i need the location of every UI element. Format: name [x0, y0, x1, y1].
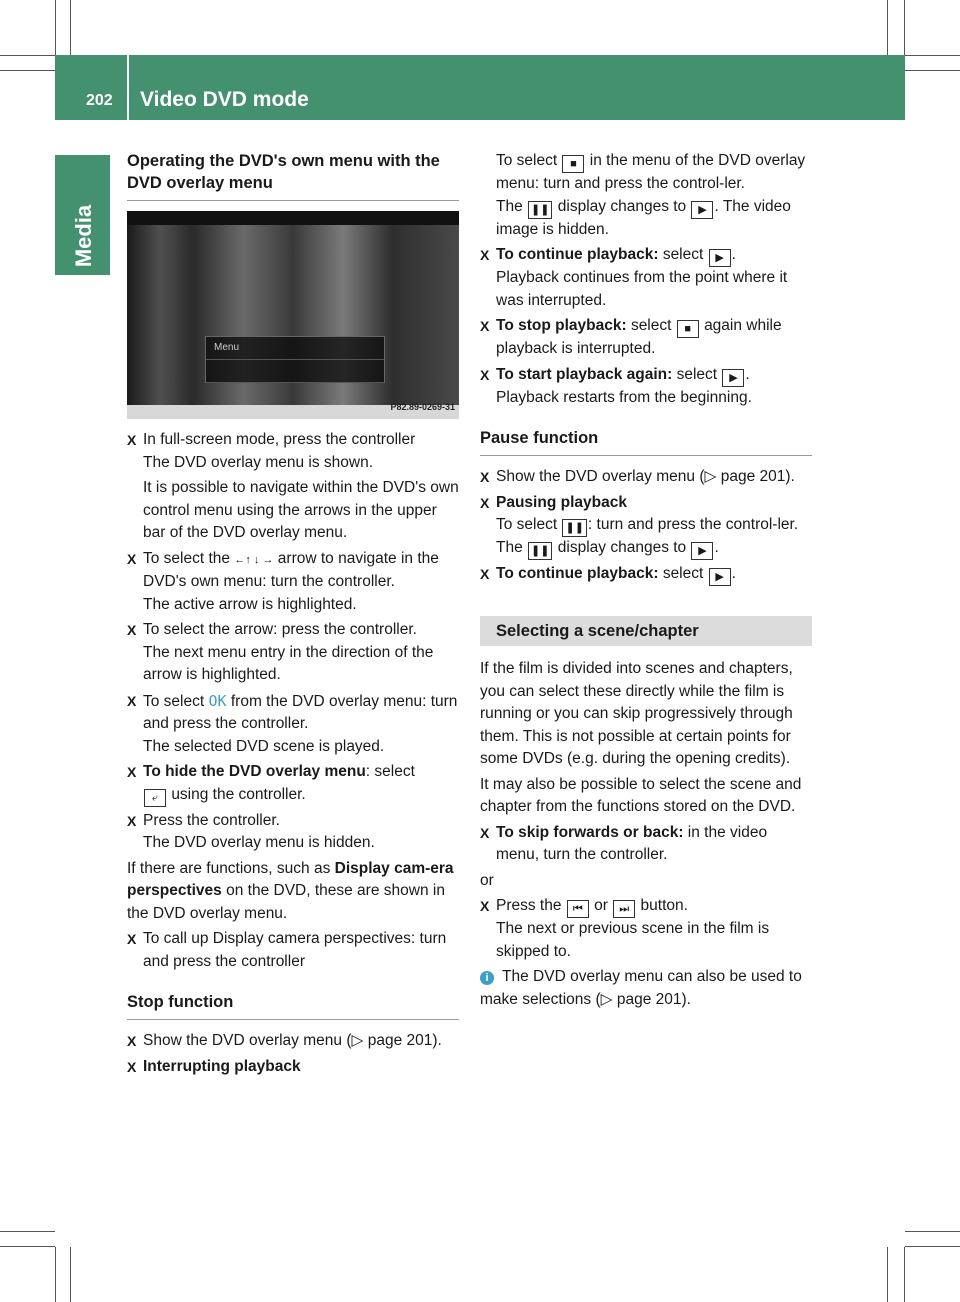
note-select-stop: To select ■ in the menu of the DVD overlay menu: turn and press the control-ler. The ❚❚ display changes to ▶ . The video image is hidden. — [496, 152, 806, 238]
paragraph-functions: It may also be possible to select the scene and chapter from the functions stored on the DVD. — [480, 775, 802, 815]
play-key-icon: ▶ — [691, 201, 713, 219]
crop-mark — [55, 0, 56, 55]
step-arrow-icon: X — [480, 318, 490, 334]
crop-mark — [0, 70, 55, 71]
step-press-controller: X Press the controller. The DVD overlay menu is hidden. — [127, 811, 375, 851]
photo-top-band — [127, 211, 459, 225]
ok-symbol: OK — [208, 691, 227, 710]
heading-rule — [127, 1019, 459, 1020]
crop-mark — [904, 0, 905, 55]
dvd-overlay-photo — [127, 211, 459, 419]
pause-key-icon: ❚❚ — [562, 519, 586, 537]
step-arrow-icon: X — [480, 898, 490, 914]
crop-mark — [905, 1231, 960, 1232]
page-ref-link[interactable]: ▷ page 201). — [351, 1032, 442, 1049]
or-text: or — [480, 871, 494, 889]
stop-key-icon: ■ — [562, 155, 584, 173]
crop-mark — [70, 0, 71, 55]
arrows-icon: ←↑ ↓ → — [234, 553, 274, 566]
crop-mark — [0, 1246, 55, 1247]
section-title: Video DVD mode — [140, 88, 309, 111]
play-key-icon: ▶ — [691, 542, 713, 560]
crop-mark — [0, 1231, 55, 1232]
pause-key-icon: ❚❚ — [528, 201, 552, 219]
crop-mark — [887, 1247, 888, 1302]
page-ref-link[interactable]: ▷ page 201). — [704, 468, 795, 485]
crop-mark — [0, 55, 55, 56]
step-arrow-icon: X — [127, 1033, 137, 1049]
right-column — [480, 150, 812, 1011]
step-start-again: X To start playback again: select ▶ . Playback restarts from the beginning. — [480, 365, 752, 406]
heading-selecting-scene: Selecting a scene/chapter — [496, 622, 699, 640]
step-arrow-icon: X — [480, 824, 490, 841]
left-column — [127, 150, 459, 1081]
step-hide-overlay: X To hide the DVD overlay menu: select ⤶ using the controller. — [127, 761, 459, 807]
step-show-overlay: X Show the DVD overlay menu (▷ page 201). — [127, 1030, 459, 1053]
crop-mark — [887, 0, 888, 55]
step-arrow-icon: X — [127, 1058, 137, 1075]
step-arrow-icon: X — [480, 566, 490, 582]
step-show-overlay: X Show the DVD overlay menu (▷ page 201). — [480, 466, 812, 489]
crop-mark — [55, 1247, 56, 1302]
note-navigate: It is possible to navigate within the DVD's own control menu using the arrows in the upper bar of the DVD overlay menu. — [143, 479, 459, 541]
step-interrupting: X Interrupting playback — [127, 1056, 459, 1079]
step-skip: X To skip forwards or back: in the video menu, turn the controller. — [480, 823, 768, 863]
step-continue-playback: X To continue playback: select ▶ . — [480, 563, 812, 586]
step-stop-playback: X To stop playback: select ■ again while playback is interrupted. — [480, 317, 782, 357]
step-arrow-icon: X — [480, 494, 490, 511]
step-arrow-icon: X — [127, 622, 137, 638]
step-arrow-icon: X — [127, 812, 137, 829]
play-key-icon: ▶ — [709, 568, 731, 586]
previous-track-icon: ⏮ — [567, 900, 589, 918]
heading-rule — [480, 455, 812, 456]
play-key-icon: ▶ — [722, 369, 744, 387]
crop-mark — [70, 1247, 71, 1302]
overlay-menu-graphic — [205, 336, 385, 383]
step-arrow-icon: X — [127, 432, 137, 448]
info-icon: i — [480, 971, 494, 985]
step-arrow-icon: X — [480, 469, 490, 485]
step-arrow-icon: X — [127, 550, 137, 567]
step-press-arrow: X To select the arrow: press the controller. The next menu entry in the direction of the arrow is highlighted. — [127, 621, 434, 683]
info-note: i The DVD overlay menu can also be used to make selections (▷ page 201). — [480, 968, 802, 1008]
page-ref-link[interactable]: ▷ page 201). — [600, 990, 691, 1008]
crop-mark — [905, 55, 960, 56]
section-box-scene — [480, 616, 812, 646]
step-full-screen: X In full-screen mode, press the controller The DVD overlay menu is shown. — [127, 431, 416, 471]
heading-stop-function: Stop function — [127, 993, 234, 1011]
step-camera-perspectives: X To call up Display camera perspectives: turn and press the controller — [127, 930, 447, 970]
header-divider — [127, 55, 129, 120]
overlay-menu-label: Menu — [206, 337, 384, 360]
step-press-button: X Press the ⏮ or ⏭ button. The next or previous scene in the film is skipped to. — [480, 897, 770, 960]
step-arrow-icon: X — [127, 764, 137, 780]
paragraph-scenes: If the film is divided into scenes and chapters, you can select these directly while the film is running or you can skip progressively through them. This is not possible at certain points for some DVDs (e.g. during the opening credits). — [480, 660, 793, 767]
play-key-icon: ▶ — [709, 249, 731, 267]
pause-key-icon: ❚❚ — [528, 542, 552, 560]
step-pausing: X Pausing playback To select ❚❚ : turn and press the control-ler. The ❚❚ display changes to ▶ . — [480, 492, 812, 561]
next-track-icon: ⏭ — [613, 900, 635, 918]
heading-pause-function: Pause function — [480, 429, 599, 447]
crop-mark — [905, 70, 960, 71]
paragraph-camera-perspectives: If there are functions, such as Display cam-era perspectives on the DVD, these are shown in the DVD overlay menu. — [127, 859, 454, 922]
step-arrow-icon: X — [127, 692, 137, 709]
overlay-controls-row — [206, 360, 384, 383]
step-arrow-icon: X — [127, 931, 137, 947]
page-number: 202 — [86, 92, 113, 109]
heading-operating-dvd-menu: Operating the DVD's own menu with the DVD overlay menu — [127, 152, 440, 192]
side-tab-label: Media — [71, 204, 96, 268]
heading-rule — [127, 200, 459, 201]
step-select-ok: X To select OK from the DVD overlay menu: turn and press the controller. The selected DVD scene is played. — [127, 691, 458, 755]
step-select-arrow: X To select the ←↑ ↓ → arrow to navigate in the DVD's own menu: turn the controller. The active arrow is highlighted. — [127, 549, 439, 613]
crop-mark — [905, 1246, 960, 1247]
stop-key-icon: ■ — [677, 320, 699, 338]
crop-mark — [904, 1247, 905, 1302]
step-arrow-icon: X — [480, 247, 490, 263]
back-key-icon: ⤶ — [144, 789, 166, 807]
step-continue-playback: X To continue playback: select ▶ . Playback continues from the point where it was interrupted. — [480, 246, 788, 309]
step-arrow-icon: X — [480, 366, 490, 383]
photo-reference: P82.89-0269-31 — [390, 401, 455, 412]
